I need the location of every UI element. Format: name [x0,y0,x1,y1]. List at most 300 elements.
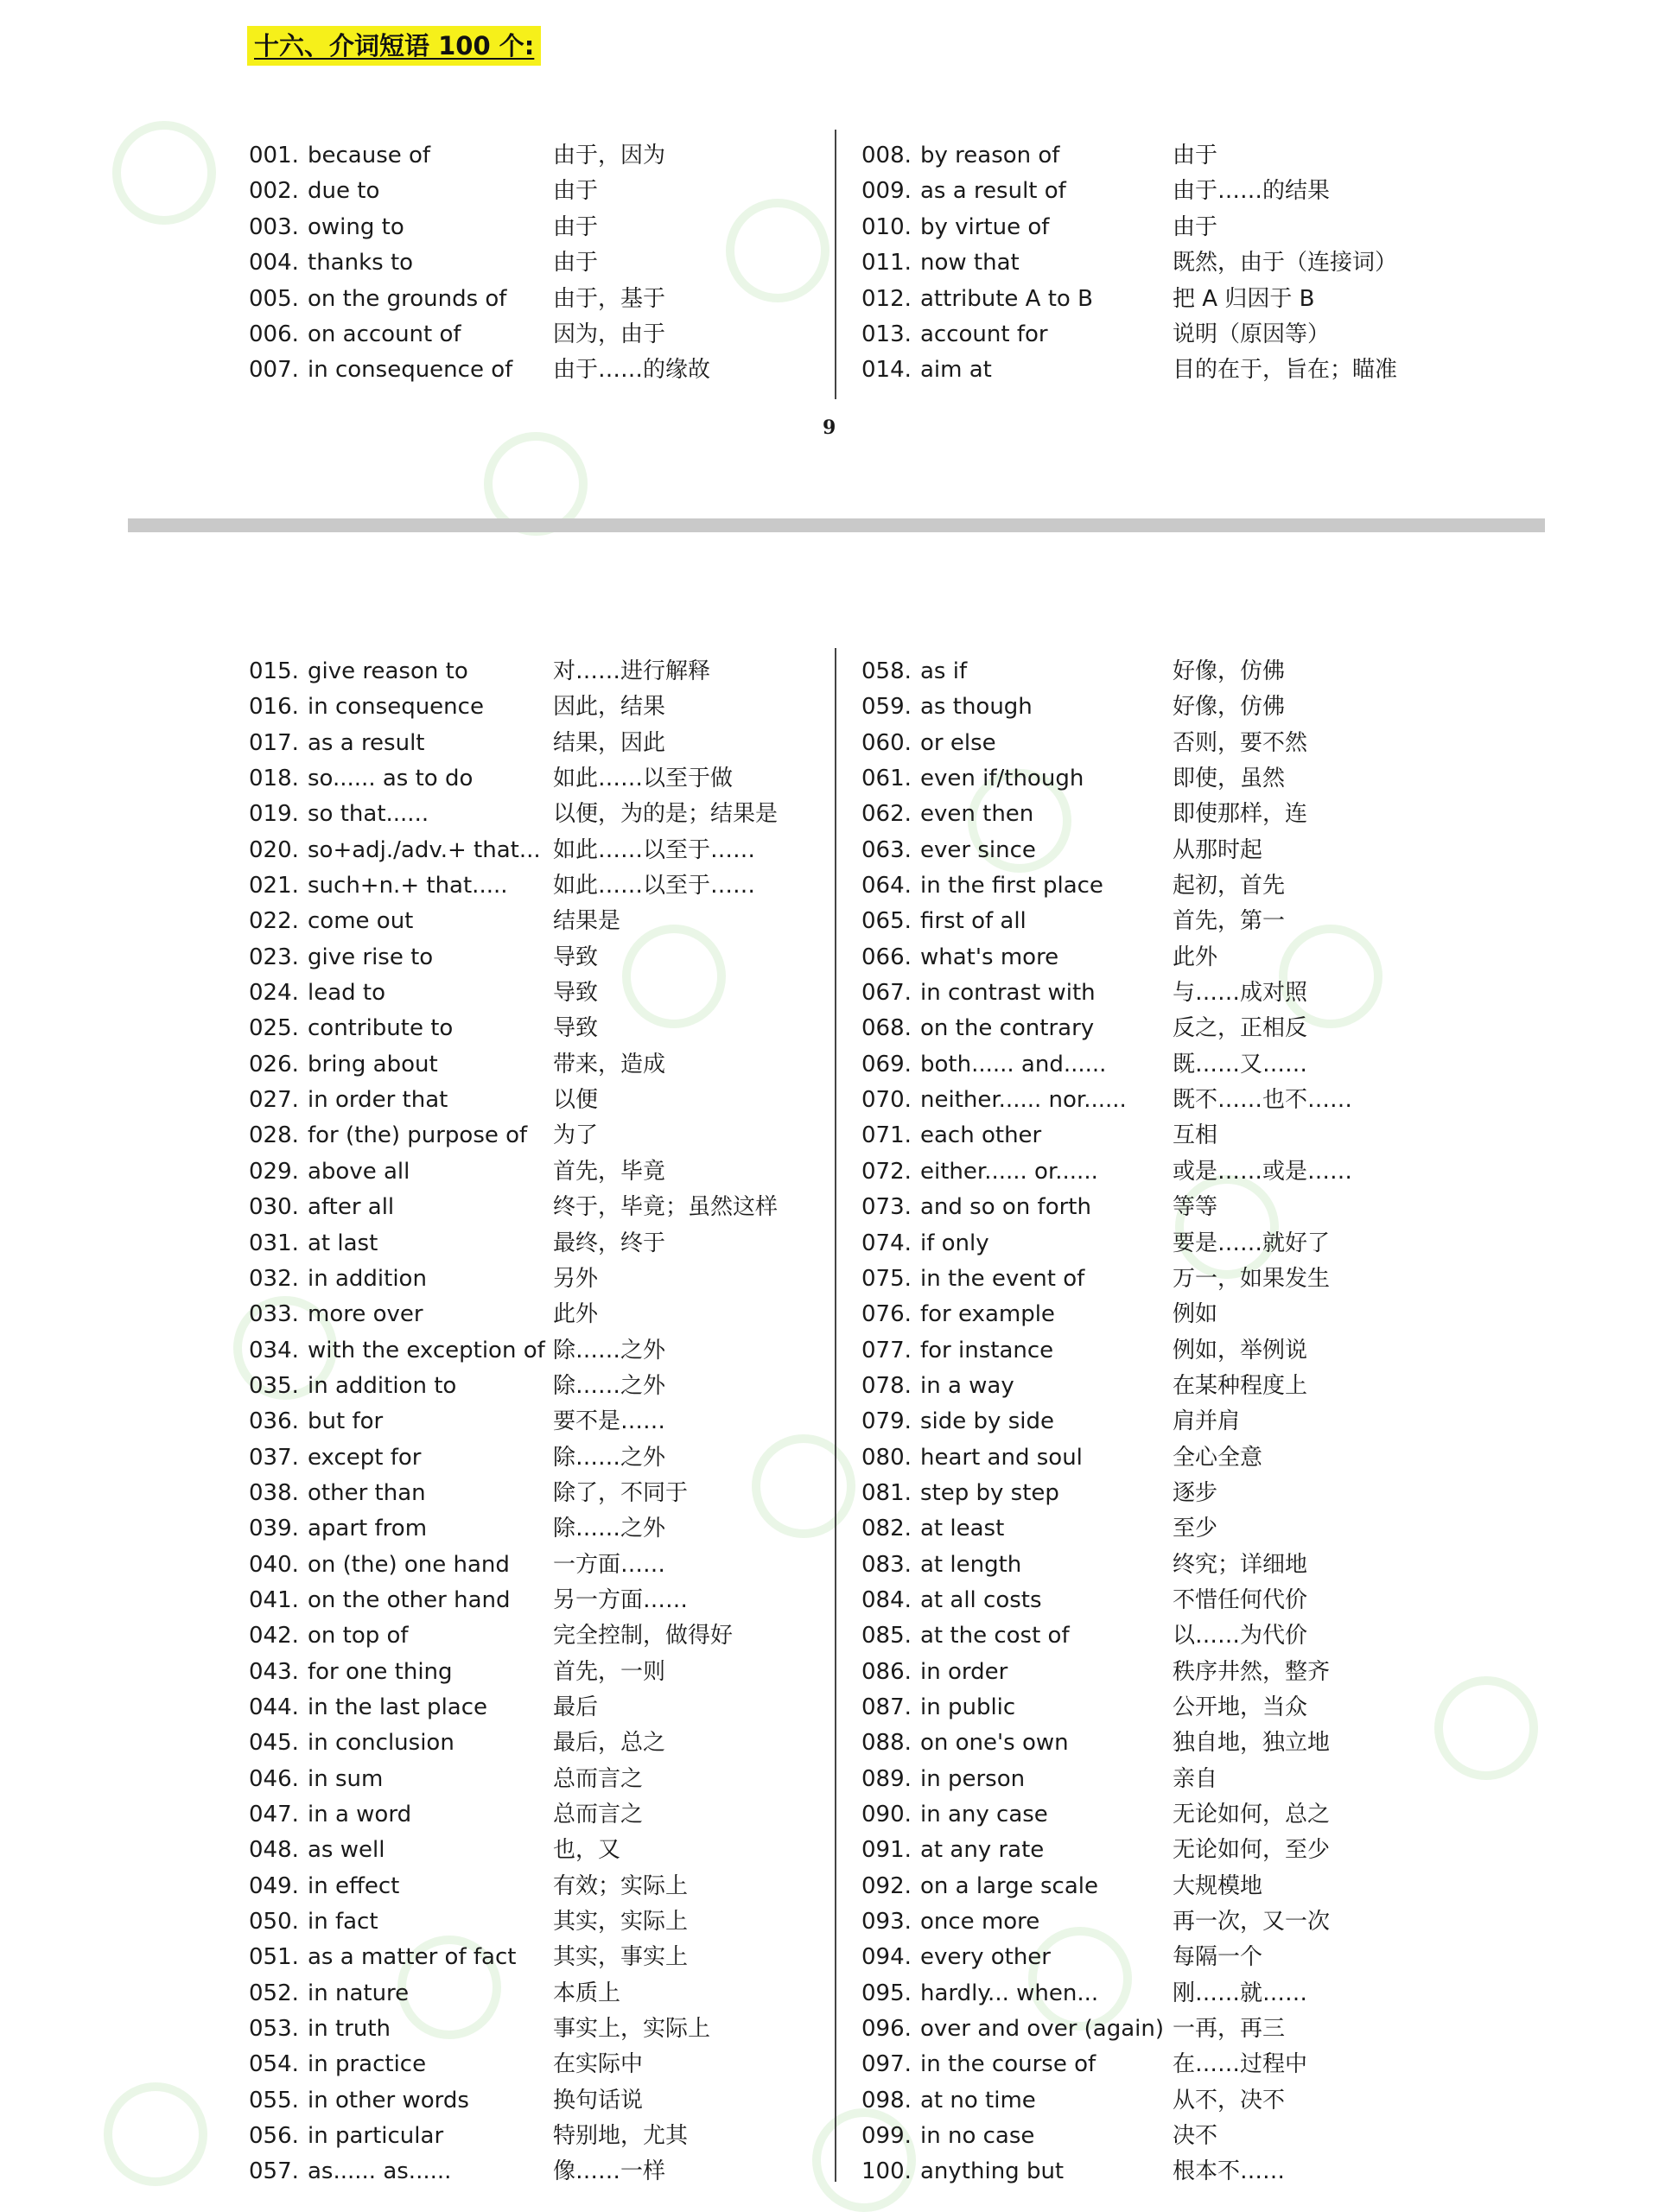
phrase-english: for instance [920,1337,1054,1363]
phrase-chinese: 因此，结果 [553,694,666,721]
phrase-chinese: 互相 [1173,1122,1218,1149]
phrase-chinese: 除……之外 [553,1337,666,1363]
phrase-row [249,1904,810,1940]
phrase-number: 091. [861,1837,912,1864]
phrase-chinese: 再一次，又一次 [1173,1909,1331,1936]
phrase-row [249,1762,810,1797]
phrase-english: account for [920,321,1048,347]
phrase-row [861,797,1432,832]
phrase-english: in consequence of [308,357,513,384]
phrase-row [861,2047,1432,2082]
phrase-chinese: 首先，第一 [1173,908,1286,935]
column-divider [835,130,836,399]
phrase-row [249,1548,810,1583]
phrase-english: on one's own [920,1730,1069,1757]
phrase-row [861,2083,1432,2119]
phrase-chinese: 不惜任何代价 [1173,1586,1308,1613]
phrase-row [861,1011,1432,1046]
phrase-row [861,1440,1432,1476]
phrase-number: 029. [249,1158,299,1185]
phrase-english: in the last place [308,1694,488,1720]
phrase-number: 054. [249,2051,299,2078]
phrase-english: in conclusion [308,1730,454,1757]
phrase-chinese: 此外 [1173,944,1218,970]
phrase-row [861,976,1432,1011]
phrase-chinese: 即使那样，连 [1173,801,1308,828]
phrase-english: on top of [308,1623,409,1649]
phrase-number: 002. [249,178,299,205]
phrase-english: contribute to [308,1015,454,1042]
phrase-chinese: 在实际中 [553,2051,644,2078]
phrase-number: 096. [861,2016,912,2043]
phrase-number: 032. [249,1265,299,1292]
phrase-english: in a word [308,1802,412,1827]
phrase-row [861,1690,1432,1726]
phrase-english: in order [920,1658,1008,1685]
phrase-english: attribute A to B [920,285,1093,312]
phrase-row [249,1869,810,1904]
phrase-chinese: 首先，毕竟 [553,1158,666,1185]
phrase-row [861,1297,1432,1332]
phrase-number: 089. [861,1765,912,1792]
phrase-english: with the exception of [308,1337,545,1363]
phrase-row [249,138,810,174]
phrase-english: come out [308,908,414,935]
phrase-chinese: 与……成对照 [1173,980,1308,1007]
phrase-row [249,2047,810,2082]
phrase-row [861,1797,1432,1833]
phrase-row [861,1548,1432,1583]
phrase-chinese: 除……之外 [553,1372,666,1399]
phrase-number: 057. [249,2158,299,2185]
phrase-row [249,1690,810,1726]
phrase-number: 073. [861,1194,912,1221]
phrase-english: as a result of [920,178,1066,205]
phrase-row [861,1369,1432,1404]
phrase-row [861,1404,1432,1440]
phrase-english: on the other hand [308,1586,511,1613]
phrase-number: 086. [861,1658,912,1685]
phrase-english: each other [920,1122,1042,1149]
phrase-english: in fact [308,1909,378,1936]
phrase-chinese: 刚……就…… [1173,1980,1308,2006]
phrase-number: 042. [249,1623,299,1649]
phrase-row [861,1083,1432,1118]
phrase-row [249,976,810,1011]
phrase-chinese: 或是……或是…… [1173,1158,1353,1185]
phrase-row [861,1476,1432,1511]
phrase-chinese: 要是……就好了 [1173,1230,1331,1256]
phrase-chinese: 终究；详细地 [1173,1551,1308,1578]
phrase-chinese: 在某种程度上 [1173,1372,1308,1399]
section-title: 十六、介词短语 100 个: [247,26,541,66]
phrase-number: 040. [249,1551,299,1578]
phrase-row [249,174,810,209]
phrase-english: because of [308,143,431,168]
phrase-chinese: 一再，再三 [1173,2016,1286,2043]
phrase-row [249,1047,810,1083]
phrase-number: 082. [861,1516,912,1542]
phrase-chinese: 首先，一则 [553,1658,666,1685]
phrase-row [249,654,810,690]
phrase-number: 008. [861,143,912,168]
phrase-number: 087. [861,1694,912,1720]
phrase-english: due to [308,178,380,205]
phrase-chinese: 否则，要不然 [1173,729,1308,756]
phrase-chinese: 此外 [553,1301,599,1328]
phrase-chinese: 由于，因为 [553,143,666,168]
phrase-english: so...... as to do [308,766,474,792]
phrase-chinese: 由于 [553,178,599,205]
phrase-number: 033. [249,1301,299,1328]
phrase-chinese: 由于 [1173,213,1218,240]
phrase-number: 098. [861,2087,912,2113]
page-separator [128,518,1545,532]
phrase-english: in no case [920,2123,1035,2150]
phrase-english: as though [920,694,1033,721]
phrase-number: 072. [861,1158,912,1185]
phrase-english: in person [920,1765,1026,1792]
phrase-english: on the contrary [920,1015,1095,1042]
phrase-number: 043. [249,1658,299,1685]
phrase-chinese: 逐步 [1173,1479,1218,1506]
phrase-chinese: 好像，仿佛 [1173,658,1286,684]
phrase-chinese: 另外 [553,1265,599,1292]
phrase-number: 075. [861,1265,912,1292]
phrase-number: 038. [249,1479,299,1506]
phrase-english: in contrast with [920,980,1096,1007]
phrase-number: 018. [249,766,299,792]
phrase-chinese: 目的在于，旨在；瞄准 [1173,357,1398,384]
phrase-chinese: 反之，正相反 [1173,1015,1308,1042]
phrase-english: and so on forth [920,1194,1091,1221]
phrase-row [861,868,1432,904]
phrase-row [249,2083,810,2119]
phrase-number: 001. [249,143,299,168]
phrase-number: 090. [861,1802,912,1827]
phrase-row [861,1655,1432,1690]
phrase-english: neither...... nor...... [920,1087,1127,1114]
phrase-english: thanks to [308,250,414,276]
phrase-english: even if/though [920,766,1084,792]
phrase-english: except for [308,1444,422,1471]
phrase-english: lead to [308,980,386,1007]
phrase-chinese: 导致 [553,1015,599,1042]
phrase-number: 019. [249,801,299,828]
phrase-row [861,1262,1432,1297]
phrase-number: 097. [861,2051,912,2078]
phrase-row [861,1869,1432,1904]
page-number: 9 [823,416,836,439]
phrase-number: 065. [861,908,912,935]
phrase-chinese: 带来，造成 [553,1051,666,1077]
phrase-chinese: 对……进行解释 [553,658,711,684]
phrase-number: 031. [249,1230,299,1256]
phrase-english: at least [920,1516,1005,1542]
phrase-number: 006. [249,321,299,347]
phrase-english: on account of [308,321,461,347]
phrase-english: every other [920,1944,1051,1971]
phrase-english: so that...... [308,801,429,828]
phrase-row [249,1511,810,1547]
phrase-english: for example [920,1301,1055,1328]
phrase-english: in effect [308,1872,400,1899]
phrase-number: 035. [249,1372,299,1399]
phrase-chinese: 把 A 归因于 B [1173,285,1315,312]
phrase-number: 084. [861,1586,912,1613]
phrase-chinese: 由于……的缘故 [553,357,711,384]
phrase-english: in other words [308,2087,469,2113]
phrase-chinese: 如此……以至于做 [553,766,734,792]
phrase-chinese: 因为，由于 [553,321,666,347]
phrase-chinese: 本质上 [553,1980,621,2006]
phrase-chinese: 起初，首先 [1173,873,1286,899]
phrase-number: 007. [249,357,299,384]
phrase-number: 045. [249,1730,299,1757]
phrase-chinese: 无论如何，至少 [1173,1837,1331,1864]
phrase-english: by virtue of [920,213,1050,240]
phrase-english: hardly... when... [920,1980,1099,2006]
phrase-english: in the first place [920,873,1103,899]
phrase-chinese: 例如 [1173,1301,1218,1328]
phrase-chinese: 结果是 [553,908,621,935]
phrase-english: what's more [920,944,1059,970]
phrase-row [249,1154,810,1190]
column-left [249,654,810,2190]
phrase-chinese: 公开地，当众 [1173,1694,1308,1720]
phrase-english: as...... as...... [308,2158,452,2185]
phrase-english: in a way [920,1372,1014,1399]
phrase-row [249,2012,810,2047]
phrase-english: in addition [308,1265,427,1292]
phrase-chinese: 为了 [553,1122,599,1149]
phrase-number: 053. [249,2016,299,2043]
phrase-row [249,282,810,317]
phrase-row [249,833,810,868]
phrase-number: 005. [249,285,299,312]
phrase-chinese: 肩并肩 [1173,1408,1241,1435]
column-divider [835,648,836,2182]
phrase-row [861,353,1432,388]
phrase-english: by reason of [920,143,1060,168]
phrase-chinese: 事实上，实际上 [553,2016,711,2043]
phrase-english: in the course of [920,2051,1096,2078]
phrase-row [861,904,1432,939]
phrase-chinese: 至少 [1173,1516,1218,1542]
phrase-number: 099. [861,2123,912,2150]
phrase-english: owing to [308,213,404,240]
phrase-chinese: 根本不…… [1173,2158,1286,2185]
phrase-row [861,690,1432,725]
phrase-row [249,868,810,904]
phrase-row [249,1011,810,1046]
phrase-number: 036. [249,1408,299,1435]
phrase-row [861,1940,1432,1975]
phrase-english: as if [920,658,968,684]
phrase-number: 095. [861,1980,912,2006]
phrase-row [861,1726,1432,1761]
phrase-chinese: 大规模地 [1173,1872,1263,1899]
phrase-chinese: 独自地，独立地 [1173,1730,1331,1757]
phrase-number: 067. [861,980,912,1007]
phrase-english: in sum [308,1765,384,1792]
phrase-number: 066. [861,944,912,970]
column-left [249,138,810,389]
phrase-chinese: 即使，虽然 [1173,766,1286,792]
phrase-english: bring about [308,1051,438,1077]
phrase-number: 044. [249,1694,299,1720]
phrase-english: in particular [308,2123,444,2150]
phrase-chinese: 等等 [1173,1194,1218,1221]
phrase-english: now that [920,250,1020,276]
phrase-chinese: 说明（原因等） [1173,321,1331,347]
phrase-english: such+n.+ that..... [308,873,508,899]
phrase-number: 061. [861,766,912,792]
phrase-number: 050. [249,1909,299,1936]
phrase-row [249,1976,810,2012]
phrase-chinese: 既……又…… [1173,1051,1308,1077]
phrase-english: step by step [920,1479,1059,1506]
phrase-row [249,1404,810,1440]
phrase-english: over and over (again) [920,2016,1165,2043]
phrase-english: at the cost of [920,1623,1070,1649]
phrase-number: 010. [861,213,912,240]
phrase-number: 059. [861,694,912,721]
phrase-row [249,1226,810,1262]
phrase-number: 069. [861,1051,912,1077]
phrase-number: 021. [249,873,299,899]
phrase-chinese: 由于 [1173,143,1218,168]
phrase-number: 049. [249,1872,299,1899]
phrase-chinese: 秩序井然，整齐 [1173,1658,1331,1685]
phrase-english: at any rate [920,1837,1045,1864]
phrase-number: 093. [861,1909,912,1936]
phrase-row [861,1333,1432,1369]
phrase-chinese: 亲自 [1173,1765,1218,1792]
phrase-chinese: 有效；实际上 [553,1872,689,1899]
phrase-number: 070. [861,1087,912,1114]
phrase-row [861,138,1432,174]
phrase-row [249,1726,810,1761]
phrase-english: in public [920,1694,1016,1720]
phrase-row [861,245,1432,281]
phrase-english: in any case [920,1802,1048,1827]
phrase-chinese: 由于，基于 [553,285,666,312]
phrase-english: on a large scale [920,1872,1098,1899]
phrase-row [249,210,810,245]
phrase-row [861,1583,1432,1618]
phrase-number: 004. [249,250,299,276]
phrase-english: heart and soul [920,1444,1083,1471]
phrase-chinese: 从那时起 [1173,836,1263,863]
phrase-english: if only [920,1230,989,1256]
phrase-chinese: 既然，由于（连接词） [1173,250,1398,276]
phrase-row [861,654,1432,690]
phrase-row [249,761,810,797]
phrase-english: apart from [308,1516,428,1542]
phrase-row [861,1511,1432,1547]
phrase-chinese: 如此……以至于…… [553,836,756,863]
phrase-number: 085. [861,1623,912,1649]
phrase-chinese: 像……一样 [553,2158,666,2185]
phrase-number: 013. [861,321,912,347]
phrase-english: at last [308,1230,378,1256]
phrase-number: 060. [861,729,912,756]
page-lower [0,605,1659,2212]
phrase-chinese: 在……过程中 [1173,2051,1308,2078]
phrase-number: 062. [861,801,912,828]
phrase-number: 026. [249,1051,299,1077]
phrase-english: but for [308,1408,384,1435]
phrase-chinese: 导致 [553,944,599,970]
phrase-english: both...... and...... [920,1051,1107,1077]
phrase-english: at length [920,1551,1022,1578]
phrase-chinese: 由于 [553,250,599,276]
phrase-english: after all [308,1194,395,1221]
phrase-number: 078. [861,1372,912,1399]
phrase-number: 016. [249,694,299,721]
phrase-english: above all [308,1158,410,1185]
phrase-chinese: 一方面…… [553,1551,666,1578]
phrase-row [249,940,810,976]
phrase-chinese: 特别地，尤其 [553,2123,689,2150]
phrase-chinese: 最终，终于 [553,1230,666,1256]
phrase-row [249,2119,810,2154]
phrase-row [249,726,810,761]
phrase-english: even then [920,801,1034,828]
phrase-number: 039. [249,1516,299,1542]
phrase-number: 100. [861,2158,912,2185]
phrase-row [249,353,810,388]
phrase-english: on (the) one hand [308,1551,510,1578]
phrase-number: 048. [249,1837,299,1864]
phrase-number: 077. [861,1337,912,1363]
phrase-row [861,1154,1432,1190]
phrase-number: 024. [249,980,299,1007]
phrase-english: for one thing [308,1658,453,1685]
phrase-english: or else [920,729,996,756]
phrase-chinese: 除了，不同于 [553,1479,689,1506]
phrase-row [861,1190,1432,1225]
phrase-number: 003. [249,213,299,240]
phrase-number: 014. [861,357,912,384]
phrase-number: 071. [861,1122,912,1149]
phrase-english: aim at [920,357,992,384]
phrase-row [861,726,1432,761]
phrase-number: 052. [249,1980,299,2006]
phrase-english: either...... or...... [920,1158,1098,1185]
phrase-chinese: 其实，事实上 [553,1944,689,1971]
phrase-english: in addition to [308,1372,457,1399]
phrase-chinese: 结果，因此 [553,729,666,756]
phrase-english: in order that [308,1087,448,1114]
phrase-row [861,174,1432,209]
phrase-row [249,2154,810,2190]
phrase-chinese: 总而言之 [553,1802,644,1827]
phrase-row [861,940,1432,976]
phrase-row [861,282,1432,317]
phrase-number: 009. [861,178,912,205]
phrase-number: 083. [861,1551,912,1578]
phrase-chinese: 例如，举例说 [1173,1337,1308,1363]
phrase-english: for (the) purpose of [308,1122,528,1149]
phrase-chinese: 完全控制，做得好 [553,1623,734,1649]
phrase-chinese: 由于 [553,213,599,240]
column-right [861,138,1432,389]
phrase-number: 012. [861,285,912,312]
phrase-row [861,2012,1432,2047]
column-right [861,654,1432,2190]
